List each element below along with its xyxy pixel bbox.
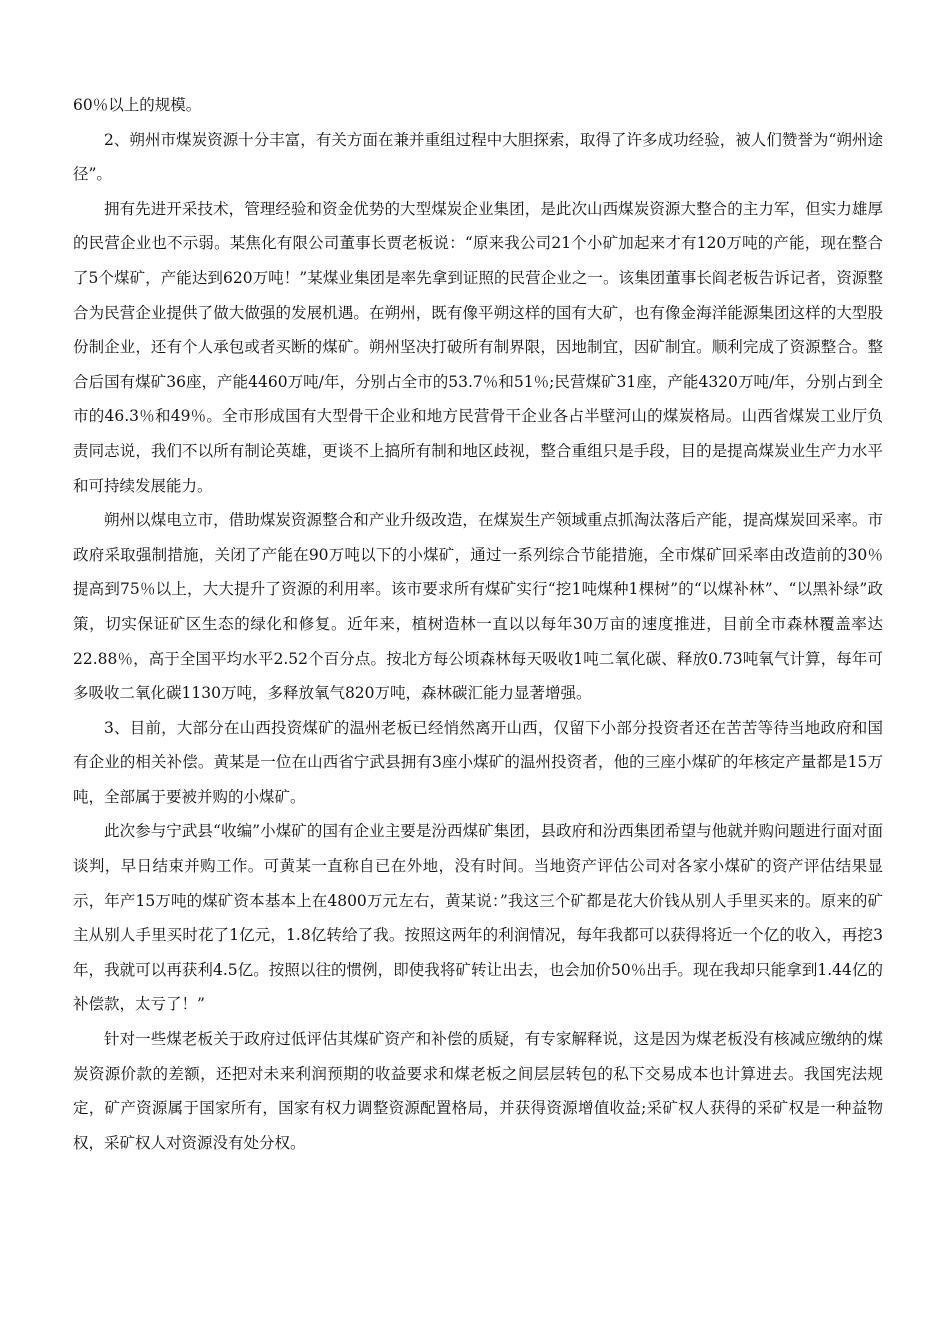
paragraph-5: 3、目前，大部分在山西投资煤矿的温州老板已经悄然离开山西，仅留下小部分投资者还在苦苦等待当地政府和国有企业的相关补偿。黄某是一位在山西省宁武县拥有3座小煤矿的温州投资者，他的三座小煤矿的年核定产量都是15万吨，全部属于要被并购的小煤矿。 [73,718,883,806]
paragraph-6: 此次参与宁武县“收编”小煤矿的国有企业主要是汾西煤矿集团，县政府和汾西集团希望与他就并购问题进行面对面谈判，早日结束并购工作。可黄某一直称自已在外地，没有时间。当地资产评估公司对各家小煤矿的资产评估结果显示，年产15万吨的煤矿资本基本上在4800万元左右，黄某说：”我这三个矿都是花大价钱从别人手里买来的。原来的矿主从别人手里买时花了1亿元，1.8亿转给了我。按照这两年的利润情况，每年我都可以获得将近一个亿的收入，再挖3年，我就可以再获利4.5亿。按照以往的惯例，即使我将矿转让出去，也会加价50％出手。现在我却只能拿到1.44亿的补偿款，太亏了！” [73,822,883,1014]
paragraph-3: 拥有先进开采技术，管理经验和资金优势的大型煤炭企业集团，是此次山西煤炭资源大整合的主力军，但实力雄厚的民营企业也不示弱。某焦化有限公司董事长贾老板说：“原来我公司21个小矿加起来才有120万吨的产能，现在整合了5个煤矿，产能达到620万吨！”某煤业集团是率先拿到证照的民营企业之一。该集团董事长阎老板告诉记者，资源整合为民营企业提供了做大做强的发展机遇。在朔州，既有像平朔这样的国有大矿，也有像金海洋能源集团这样的大型股份制企业，还有个人承包或者买断的煤矿。朔州坚决打破所有制界限，因地制宜，因矿制宜。顺利完成了资源整合。整合后国有煤矿36座，产能4460万吨/年，分别占全市的53.7％和51％;民营煤矿31座，产能4320万吨/年，分别占到全市的46.3％和49％。全市形成国有大型骨干企业和地方民营骨干企业各占半壁河山的煤炭格局。山西省煤炭工业厅负责同志说，我们不以所有制论英雄，更谈不上搞所有制和地区歧视，整合重组只是手段，目的是提高煤炭业生产力水平和可持续发展能力。 [73,199,883,495]
paragraph-1: 60％以上的规模。 [73,96,202,114]
document-page [73,88,883,1160]
paragraph-7: 针对一些煤老板关于政府过低评估其煤矿资产和补偿的质疑，有专家解释说，这是因为煤老板没有核减应缴纳的煤炭资源价款的差额，还把对未来利润预期的收益要求和煤老板之间层层转包的私下交易成本也计算进去。我国宪法规定，矿产资源属于国家所有，国家有权力调整资源配置格局，并获得资源增值收益;采矿权人获得的采矿权是一种益物权，采矿权人对资源没有处分权。 [73,1030,883,1152]
paragraph-4: 朔州以煤电立市，借助煤炭资源整合和产业升级改造，在煤炭生产领域重点抓淘汰落后产能，提高煤炭回采率。市政府采取强制措施，关闭了产能在90万吨以下的小煤矿，通过一系列综合节能措施，全市煤矿回采率由改造前的30％提高到75％以上，大大提升了资源的利用率。该市要求所有煤矿实行“挖1吨煤种1棵树”的“以煤补林”、“以黑补绿”政策，切实保证矿区生态的绿化和修复。近年来，植树造林一直以以每年30万亩的速度推进，目前全市森林覆盖率达22.88％，高于全国平均水平2.52个百分点。按北方每公顷森林每天吸收1吨二氧化碳、释放0.73吨氧气计算，每年可多吸收二氧化碳1130万吨，多释放氧气820万吨，森林碳汇能力显著增强。 [73,511,883,703]
paragraph-2: 2、朔州市煤炭资源十分丰富，有关方面在兼并重组过程中大胆探索，取得了许多成功经验，被人们赞誉为“朔州途径”。 [73,130,883,184]
